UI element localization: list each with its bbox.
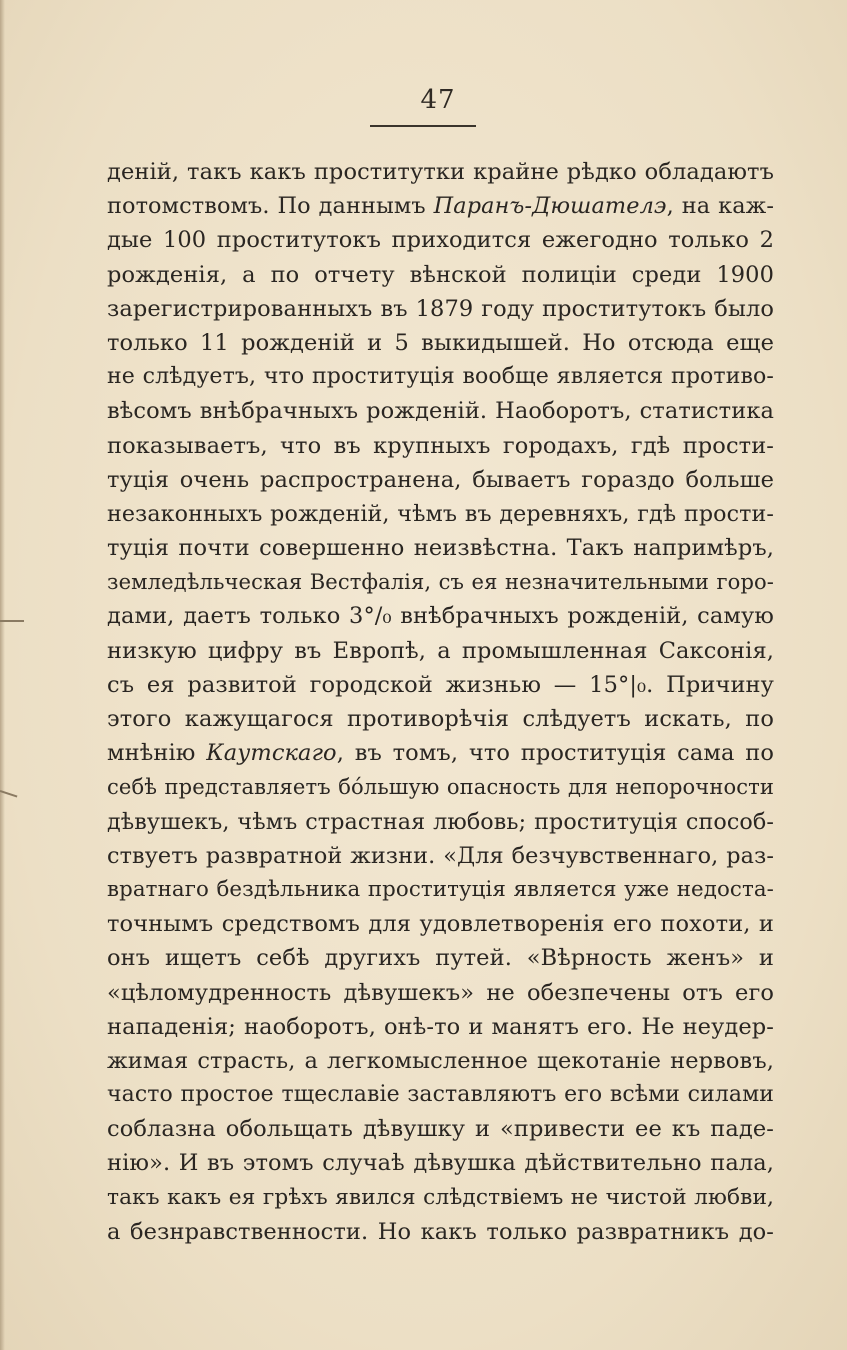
text-segment: точнымъ средствомъ для удовлетворенія его похоти, и	[107, 911, 774, 938]
text-line	[107, 429, 774, 463]
text-segment: низкую цифру въ Европѣ, а промышленная Саксонія,	[107, 637, 774, 664]
text-line	[107, 805, 774, 839]
text-line	[107, 668, 774, 702]
text-line	[107, 189, 774, 223]
text-segment: , въ томъ, что проституція сама по	[336, 740, 774, 767]
text-line	[107, 976, 774, 1010]
text-segment: только 11 рожденій и 5 выкидышей. Но отсюда еще	[107, 329, 774, 356]
text-segment: этого кажущагося противорѣчія слѣдуетъ искать, по	[107, 706, 774, 732]
text-segment: , на каж-	[666, 193, 774, 220]
italic-name: Каутскаго	[206, 740, 337, 767]
text-line	[107, 1181, 774, 1215]
text-segment: нападенія; наоборотъ, онѣ-то и манятъ его. Не неудер-	[107, 1013, 774, 1040]
body-text	[107, 155, 774, 1249]
text-segment: потомствомъ. По даннымъ	[107, 193, 434, 220]
text-line	[107, 1010, 774, 1044]
text-segment: а безнравственности. Но какъ только развратникъ до-	[107, 1218, 774, 1245]
text-segment: мнѣнію	[107, 740, 207, 767]
text-line	[107, 292, 774, 326]
text-line	[107, 326, 774, 360]
text-line	[107, 497, 774, 531]
text-line	[107, 599, 774, 633]
text-segment: такъ какъ ея грѣхъ явился слѣдствіемъ не чистой любви,	[107, 1184, 774, 1210]
text-line	[107, 873, 774, 907]
text-segment: дами, даетъ только 3°/₀ внѣбрачныхъ рожденій, самую	[107, 603, 774, 630]
text-segment: незаконныхъ рожденій, чѣмъ въ деревняхъ, гдѣ прости-	[107, 500, 774, 527]
text-segment: «цѣломудренность дѣвушекъ» не обезпечены отъ его	[107, 979, 774, 1006]
text-line	[107, 1044, 774, 1078]
margin-mark	[0, 620, 24, 622]
text-segment: зарегистрированныхъ въ 1879 году проститутокъ было	[107, 295, 774, 322]
text-line	[107, 770, 774, 804]
text-segment: себѣ представляетъ бóльшую опасность для непорочности	[107, 774, 774, 800]
text-segment: часто простое тщеславіе заставляютъ его всѣми силами	[107, 1082, 774, 1108]
text-line	[107, 736, 774, 770]
page-number: 47	[420, 85, 456, 115]
text-line	[107, 702, 774, 736]
text-line	[107, 1146, 774, 1180]
text-line	[107, 531, 774, 565]
text-segment: туція почти совершенно неизвѣстна. Такъ напримѣръ,	[107, 535, 774, 562]
text-line	[107, 155, 774, 189]
text-segment: онъ ищетъ себѣ другихъ путей. «Вѣрность женъ» и	[107, 945, 774, 972]
header-rule	[370, 125, 476, 127]
text-segment: вѣсомъ внѣбрачныхъ рожденій. Наоборотъ, статистика	[107, 398, 774, 425]
text-segment: соблазна обольщать дѣвушку и «привести ее къ паде-	[107, 1116, 774, 1143]
text-segment: показываетъ, что въ крупныхъ городахъ, гдѣ прости-	[107, 432, 774, 459]
text-segment: съ ея развитой городской жизнью — 15°|₀. Причину	[107, 671, 774, 698]
text-line	[107, 907, 774, 941]
text-segment: дѣвушекъ, чѣмъ страстная любовь; проституція способ-	[107, 808, 774, 835]
text-line	[107, 394, 774, 428]
text-line	[107, 941, 774, 975]
italic-name: Паранъ-Дюшателэ	[433, 193, 667, 220]
text-segment: жимая страсть, а легкомысленное щекотаніе нервовъ,	[107, 1047, 774, 1074]
text-line	[107, 463, 774, 497]
text-line	[107, 1078, 774, 1112]
text-segment: ствуетъ развратной жизни. «Для безчувственнаго, раз-	[107, 842, 774, 869]
text-segment: дые 100 проститутокъ приходится ежегодно только 2	[107, 227, 774, 254]
text-segment: туція очень распространена, бываетъ гораздо больше	[107, 466, 774, 493]
text-segment: земледѣльческая Вестфалія, съ ея незначительными горо-	[107, 569, 774, 595]
text-segment: вратнаго бездѣльника проституція является уже недоста-	[107, 876, 774, 902]
text-line	[107, 1112, 774, 1146]
text-segment: не слѣдуетъ, что проституція вообще является противо-	[107, 364, 774, 390]
text-segment: нію». И въ этомъ случаѣ дѣвушка дѣйствительно пала,	[107, 1150, 774, 1177]
page-edge-shadow	[0, 0, 5, 1350]
text-line	[107, 1215, 774, 1249]
text-line	[107, 258, 774, 292]
text-line	[107, 565, 774, 599]
text-segment: рожденія, а по отчету вѣнской полиціи среди 1900	[107, 261, 774, 288]
text-segment: деній, такъ какъ проститутки крайне рѣдко обладаютъ	[107, 159, 774, 185]
text-line	[107, 839, 774, 873]
text-line	[107, 223, 774, 257]
text-line	[107, 634, 774, 668]
text-line	[107, 360, 774, 394]
